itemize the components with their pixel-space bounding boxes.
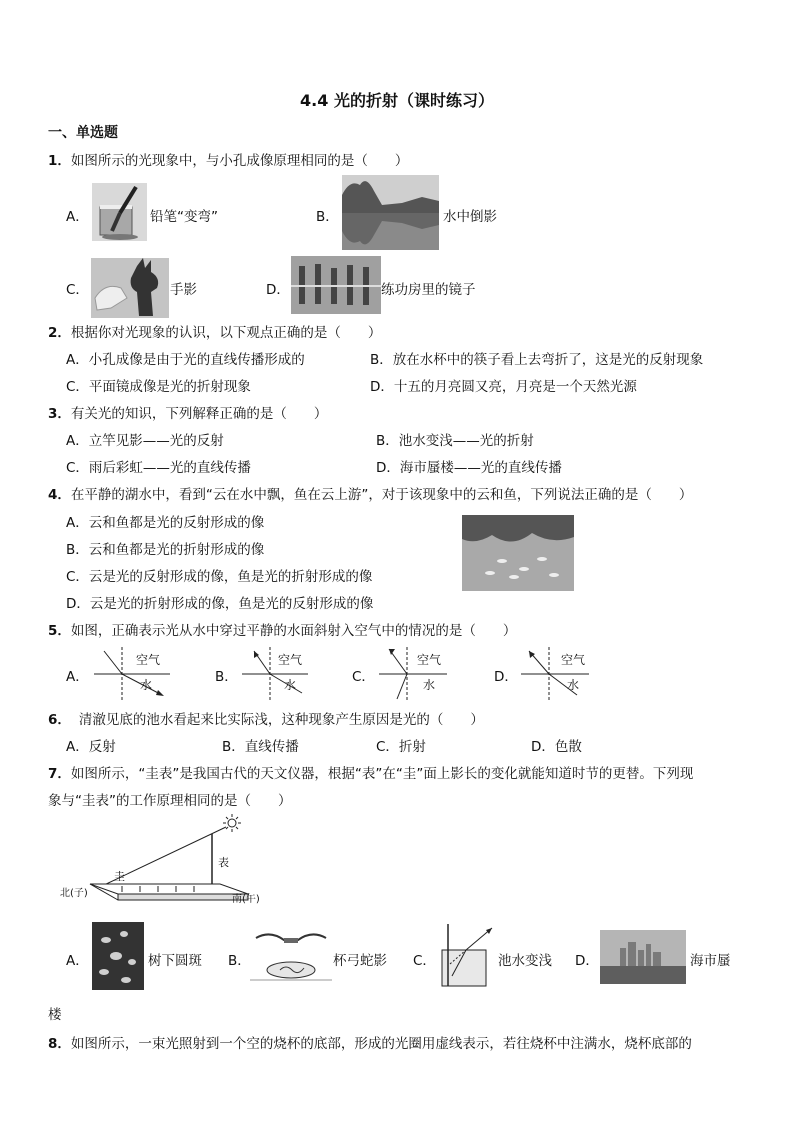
lake-fish-image [462,515,574,591]
water-label: 水 [284,678,297,692]
pool-shallow-image [436,920,496,988]
question-text: 在平静的湖水中，看到“云在水中飘，鱼在云上游”，对于该现象中的云和鱼，下列说法正确的是（ ） [70,487,693,503]
refraction-diagram-b [240,645,310,703]
option-d: D．十五的月亮圆又亮，月亮是一个天然光源 [370,379,637,395]
question-text: 有关光的知识，下列解释正确的是（ ） [70,406,328,422]
air-label: 空气 [417,653,442,667]
question-text: 如图所示的光现象中，与小孔成像原理相同的是（ ） [70,153,409,169]
biao-label: 表 [218,856,229,869]
guibiao-diagram [60,812,270,912]
option-letter: A． [66,669,89,685]
question-number: 6． [48,712,71,728]
section-heading: 一、单选题 [48,125,118,141]
question-5 [48,619,516,639]
question-3 [48,402,327,422]
option-letter: C． [352,669,375,685]
dance-mirror-image [291,256,381,314]
question-7 [48,762,693,782]
option-d: D．海市蜃楼——光的直线传播 [376,460,562,476]
bow-cup-image [250,926,332,988]
question-text: 根据你对光现象的认识，以下观点正确的是（ ） [70,325,382,341]
question-6 [48,708,484,728]
question-8 [48,1032,692,1052]
option-a: A．反射 [66,739,116,755]
option-letter: B． [316,209,339,225]
option-label-wrap: 楼 [48,1007,62,1023]
option-a: A．立竿见影——光的反射 [66,433,224,449]
question-number: 1． [48,153,71,169]
air-label: 空气 [561,653,586,667]
option-letter: B． [228,953,251,969]
tree-light-spots-image [92,922,144,990]
option-b: B．池水变浅——光的折射 [376,433,534,449]
option-b: B．云和鱼都是光的折射形成的像 [66,542,265,558]
air-label: 空气 [278,653,303,667]
question-number: 3． [48,406,71,422]
option-label: 水中倒影 [443,209,497,225]
option-label: 铅笔“变弯” [150,209,218,225]
option-letter: D． [266,282,290,298]
option-a: A．小孔成像是由于光的直线传播形成的 [66,352,305,368]
option-b: B．放在水杯中的筷子看上去弯折了，这是光的反射现象 [370,352,704,368]
water-label: 水 [423,678,436,692]
option-label: 池水变浅 [498,953,552,969]
hand-shadow-image [91,258,169,318]
water-label: 水 [140,678,153,692]
question-1 [48,149,408,169]
option-letter: C． [413,953,436,969]
option-letter: D． [575,953,599,969]
pencil-in-water-image [92,183,147,241]
question-number: 7． [48,766,71,782]
mirage-image [600,930,686,984]
question-2 [48,321,381,341]
question-text: 如图所示，“圭表”是我国古代的天文仪器，根据“表”在“圭”面上影长的变化就能知道时节的更替。下列现 [70,766,694,782]
question-text: 如图所示，一束光照射到一个空的烧杯的底部，形成的光圈用虚线表示，若往烧杯中注满水，烧杯底部的 [70,1036,692,1052]
option-a: A．云和鱼都是光的反射形成的像 [66,515,265,531]
refraction-diagram-a [92,645,172,703]
question-4 [48,483,692,503]
question-number: 8． [48,1036,71,1052]
option-label: 练功房里的镜子 [381,282,476,298]
option-letter: D． [494,669,518,685]
option-letter: B． [215,669,238,685]
air-label: 空气 [136,653,161,667]
question-number: 4． [48,487,71,503]
south-label: 南(午) [232,894,260,905]
option-c: C．云是光的反射形成的像，鱼是光的折射形成的像 [66,569,373,585]
option-c: C．雨后彩虹——光的直线传播 [66,460,251,476]
option-letter: A． [66,209,89,225]
option-c: C．折射 [376,739,426,755]
question-text: 如图，正确表示光从水中穿过平静的水面斜射入空气中的情况的是（ ） [70,623,517,639]
option-d: D．色散 [531,739,582,755]
refraction-diagram-c [377,645,449,703]
option-letter: A． [66,953,89,969]
option-label: 杯弓蛇影 [333,953,387,969]
question-number: 2． [48,325,71,341]
question-text: 清澈见底的池水看起来比实际浅，这种现象产生原因是光的（ ） [78,712,484,728]
gui-label: 圭 [114,870,125,883]
water-label: 水 [567,678,580,692]
refraction-diagram-d [519,645,591,703]
question-7-line2: 象与“圭表”的工作原理相同的是（ ） [48,793,292,809]
north-label: 北(子) [60,888,88,899]
option-b: B．直线传播 [222,739,299,755]
water-reflection-image [342,175,439,250]
option-letter: C． [66,282,89,298]
option-label: 树下圆斑 [148,953,202,969]
option-label: 手影 [170,282,197,298]
option-label: 海市蜃 [690,953,731,969]
option-c: C．平面镜成像是光的折射现象 [66,379,251,395]
page-title: 4.4 光的折射（课时练习） [300,91,494,110]
question-number: 5． [48,623,71,639]
option-d: D．云是光的折射形成的像，鱼是光的反射形成的像 [66,596,374,612]
